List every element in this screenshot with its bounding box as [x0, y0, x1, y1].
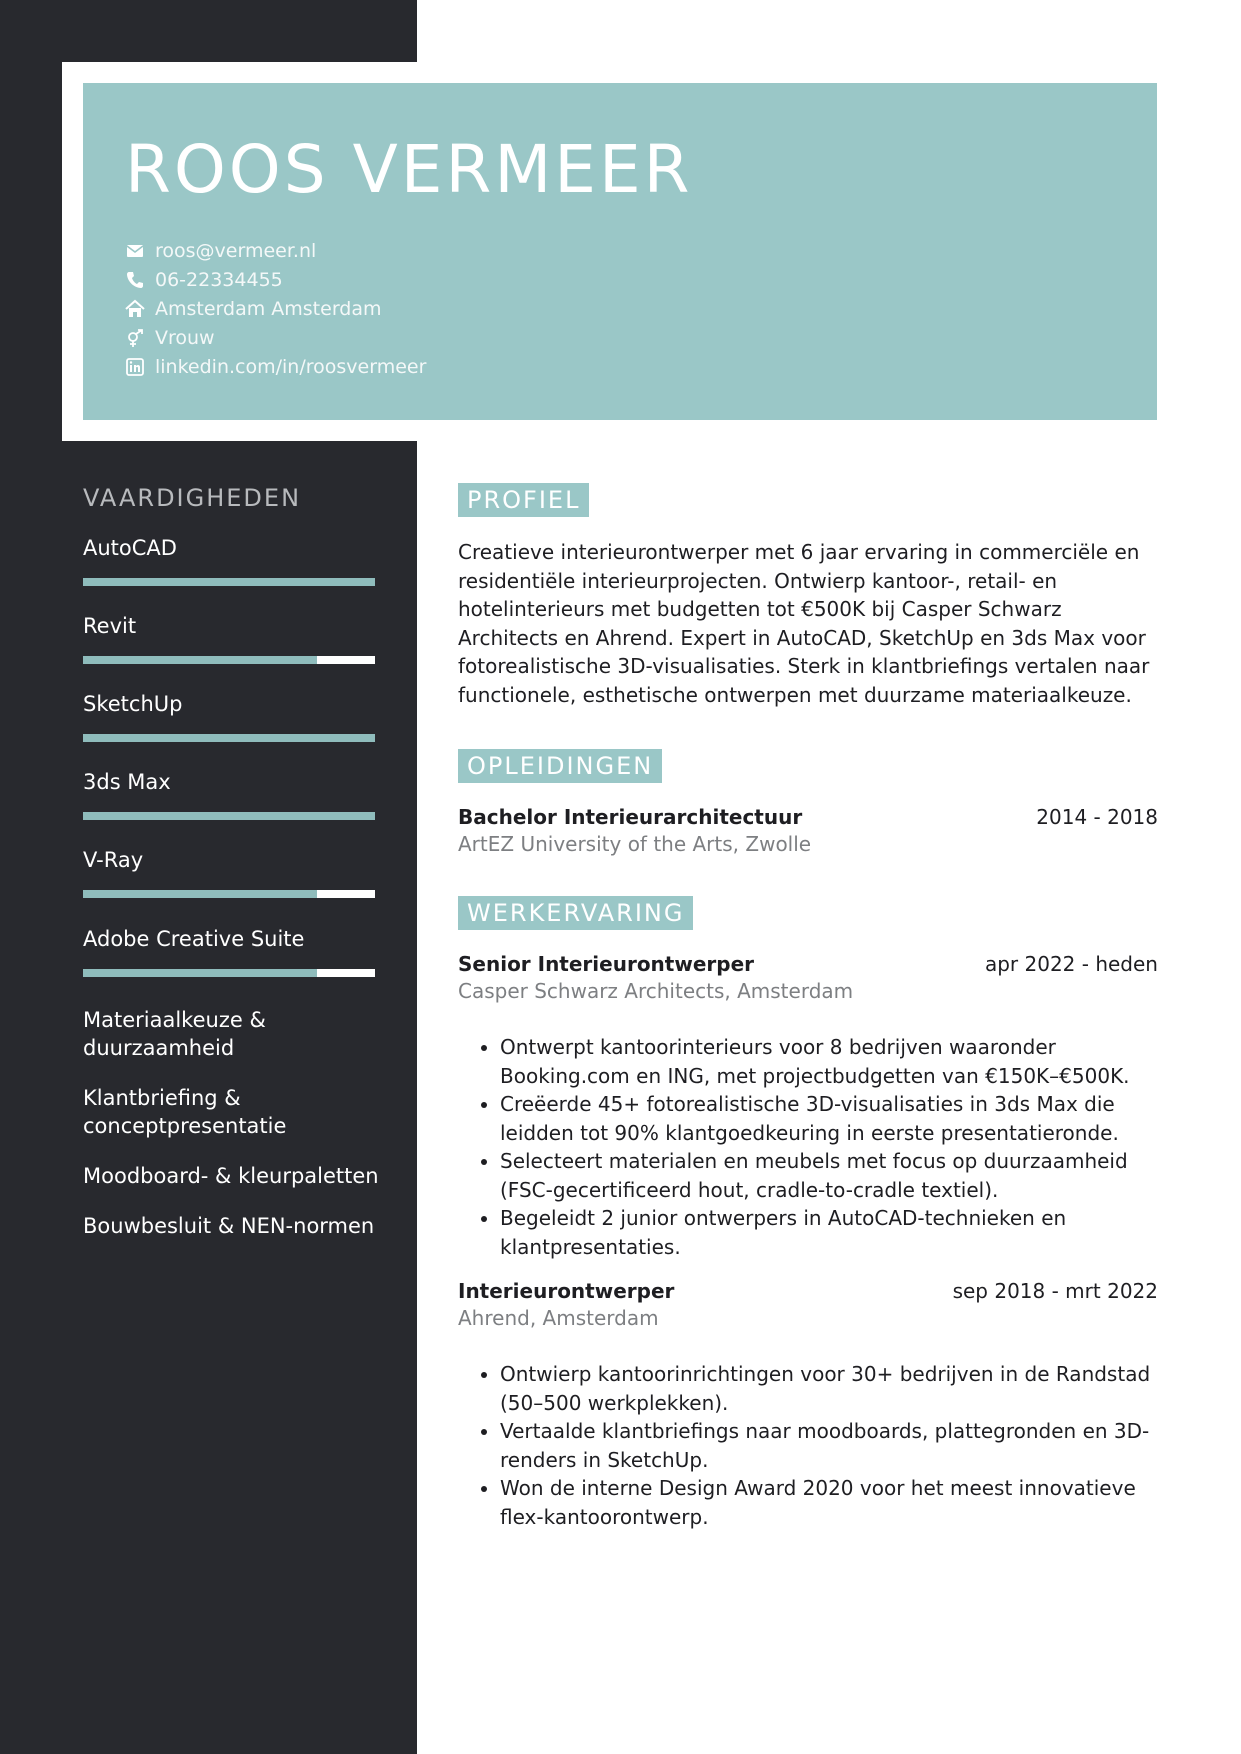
- skill-bar-fill: [83, 656, 317, 664]
- contact-gender: [125, 323, 426, 352]
- skill-label: V-Ray: [83, 848, 144, 872]
- education-entry: [458, 805, 1158, 856]
- list-item: • Ontwierp kantoorinrichtingen voor 30+ bedrijven in de Randstad (50–500 werkplekken).: [500, 1360, 1158, 1417]
- skill-label: Revit: [83, 614, 137, 638]
- education-degree: Bachelor Interieurarchitectuur: [458, 805, 803, 829]
- linkedin-icon: [125, 357, 145, 377]
- skill-item: [83, 692, 375, 716]
- list-item: • Creëerde 45+ fotorealistische 3D-visualisaties in 3ds Max die leidden tot 90% klantgoedkeuring in eerste presentatieronde.: [500, 1090, 1158, 1147]
- skills-title: VAARDIGHEDEN: [83, 484, 302, 512]
- education-school: ArtEZ University of the Arts, Zwolle: [458, 832, 812, 856]
- skill-bar-fill: [83, 734, 375, 742]
- header: [83, 83, 1157, 420]
- contact-address-text: Amsterdam Amsterdam: [155, 297, 382, 320]
- extra-skill: Bouwbesluit & NEN-normen: [83, 1214, 375, 1238]
- contact-linkedin-text: linkedin.com/in/roosvermeer: [155, 355, 427, 378]
- contact-list: [125, 236, 426, 381]
- job-entry: [458, 1279, 1158, 1531]
- gender-icon: [125, 328, 145, 348]
- education-title: OPLEIDINGEN: [458, 749, 662, 783]
- education-section: [458, 749, 1158, 856]
- skill-label: AutoCAD: [83, 536, 177, 560]
- phone-icon: [125, 270, 145, 290]
- skill-bar: [83, 734, 375, 742]
- envelope-icon: [125, 241, 145, 261]
- contact-email-text: roos@vermeer.nl: [155, 239, 317, 262]
- list-item: • Selecteert materialen en meubels met focus op duurzaamheid (FSC-gecertificeerd hout, cradle-to-cradle textiel).: [500, 1147, 1158, 1204]
- skill-bar: [83, 812, 375, 820]
- skill-item: [83, 536, 375, 560]
- skill-bar-fill: [83, 812, 375, 820]
- main-content: [458, 483, 1158, 1531]
- skill-item: [83, 848, 375, 872]
- skill-bar: [83, 890, 375, 898]
- job-dates: apr 2022 - heden: [984, 952, 1158, 976]
- job-dates: sep 2018 - mrt 2022: [952, 1279, 1158, 1303]
- profile-title: PROFIEL: [458, 483, 589, 517]
- skill-item: [83, 614, 375, 638]
- experience-section: [458, 896, 1158, 1531]
- job-role: Senior Interieurontwerper: [458, 952, 755, 976]
- contact-phone[interactable]: [125, 265, 426, 294]
- contact-email[interactable]: [125, 236, 426, 265]
- skill-bar: [83, 656, 375, 664]
- extra-skill: Materiaalkeuze & duurzaamheid: [83, 1008, 266, 1060]
- skill-bar-fill: [83, 578, 375, 586]
- contact-address: [125, 294, 426, 323]
- list-item: • Won de interne Design Award 2020 voor het meest innovatieve flex-kantoorontwerp.: [500, 1474, 1158, 1531]
- job-role: Interieurontwerper: [458, 1279, 675, 1303]
- skill-bar-fill: [83, 890, 317, 898]
- job-company: Casper Schwarz Architects, Amsterdam: [458, 979, 854, 1003]
- candidate-name: ROOS VERMEER: [125, 131, 693, 208]
- job-bullets: [458, 1033, 1158, 1261]
- profile-section: [458, 483, 1158, 709]
- skill-label: Adobe Creative Suite: [83, 927, 305, 951]
- skill-label: SketchUp: [83, 692, 183, 716]
- skill-label: 3ds Max: [83, 770, 171, 794]
- contact-phone-text: 06-22334455: [155, 268, 283, 291]
- skill-item: [83, 770, 375, 794]
- list-item: • Vertaalde klantbriefings naar moodboards, plattegronden en 3D-renders in SketchUp.: [500, 1417, 1158, 1474]
- job-entry: [458, 952, 1158, 1261]
- skill-item: [83, 927, 375, 951]
- list-item: • Ontwerpt kantoorinterieurs voor 8 bedrijven waaronder Booking.com en ING, met projectbudgetten van €150K–€500K.: [500, 1033, 1158, 1090]
- contact-gender-text: Vrouw: [155, 326, 215, 349]
- extra-skills-list: [83, 1006, 393, 1262]
- job-bullets: [458, 1360, 1158, 1531]
- skill-bar: [83, 578, 375, 586]
- extra-skill: Klantbriefing & conceptpresentatie: [83, 1086, 287, 1138]
- education-dates: 2014 - 2018: [1036, 805, 1158, 829]
- list-item: • Begeleidt 2 junior ontwerpers in AutoCAD-technieken en klantpresentaties.: [500, 1204, 1158, 1261]
- skill-bar-fill: [83, 969, 317, 977]
- home-icon: [125, 299, 145, 319]
- extra-skill: Moodboard- & kleurpaletten: [83, 1164, 379, 1188]
- skill-bar: [83, 969, 375, 977]
- profile-text: Creatieve interieurontwerper met 6 jaar ervaring in commerciële en residentiële interieurprojecten. Ontwierp kantoor-, retail- en hotelinterieurs met budgetten tot €500K bij Casper Schwarz Architects en Ahrend. Expert in AutoCAD, SketchUp en 3ds Max voor fotorealistische 3D-visualisaties. Sterk in klantbriefings vertalen naar functionele, esthetische ontwerpen met duurzame materiaalkeuze.: [458, 540, 1150, 707]
- job-company: Ahrend, Amsterdam: [458, 1306, 659, 1330]
- experience-title: WERKERVARING: [458, 896, 693, 930]
- contact-linkedin[interactable]: [125, 352, 426, 381]
